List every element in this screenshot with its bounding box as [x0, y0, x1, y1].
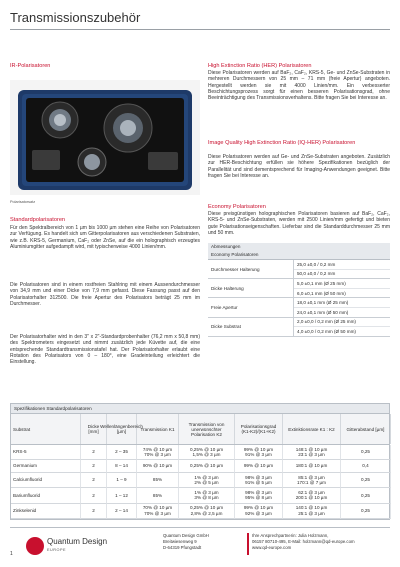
dimensions-subtitle: Economy Polarisatoren: [211, 252, 259, 257]
contact-accent-bar: [247, 533, 249, 555]
spec-cell: 2: [81, 460, 107, 473]
dimensions-value: 24,0 ±0,1 mm (Ø 50 mm): [297, 309, 349, 315]
spec-header-cell: Dicke [mm]: [81, 414, 107, 444]
dimensions-row: [208, 298, 390, 317]
dimensions-row-label: Dicke Substrat: [208, 318, 294, 336]
specifications-table: [10, 403, 390, 520]
spec-cell: 85%: [137, 488, 179, 503]
contact-website-link[interactable]: www.qd-europe.com: [252, 545, 292, 550]
spec-cell: 90% @ 10 µm: [137, 460, 179, 473]
dimensions-title: Abmessungen: [211, 244, 241, 249]
dimensions-value: 50,0 ±0,0 / 0,2 mm: [297, 271, 336, 277]
spec-cell: 0,25: [341, 488, 391, 503]
spec-cell: 99% @ 10 µm: [235, 460, 283, 473]
spec-cell: 70% @ 10 µm 70% @ 3 µm: [137, 504, 179, 519]
iqher-paragraph: Diese Polarisatoren werden auf Ge- und ZnSe-Substraten angeboten. Zusätzlich zur HER-Beschichtung erfüllen sie höhere Spezifikationen bezüglich der Parallelität und sind dementsprechend für Imaging-Anwendungen geeignet. Bitte fragen Sie bei Interesse an.: [208, 154, 390, 179]
photo-caption: Polarisatorsatz: [10, 200, 36, 204]
spec-cell: 98% @ 3 µm 91% @ 5 µm: [235, 473, 283, 488]
logo-subtext: EUROPE: [47, 548, 67, 552]
spec-cell: 2: [81, 504, 107, 519]
spec-cell: 98% @ 3 µm 95% @ 8 µm: [235, 488, 283, 503]
quantum-design-logo-icon: [26, 537, 44, 555]
dimensions-value: 25,0 ±0,0 / 0,2 mm: [294, 260, 390, 270]
dimensions-row-label: Durchmesser Halterung: [208, 260, 294, 278]
spec-cell: 1 – 9: [107, 473, 137, 488]
spec-cell: 99% @ 10 µm 92% @ 3 µm: [235, 504, 283, 519]
spec-cell: 2 – 35: [107, 445, 137, 460]
spec-cell: 140:1 @ 10 µm 25:1 @ 3 µm: [283, 504, 341, 519]
standard-polarizers-heading: Standardpolarisatoren: [10, 217, 66, 223]
logo-text: Quantum Design: [47, 537, 108, 546]
spec-cell: 2: [81, 445, 107, 460]
specifications-title: Spezifikationen Standardpolarisatoren: [11, 404, 389, 414]
spec-cell: 0,25% @ 10 µm 2,8% @ 2,5 µm: [179, 504, 235, 519]
spec-cell: 62:1 @ 3 µm 200:1 @ 10 µm: [283, 488, 341, 503]
dimensions-value: 5,0 ±0,1 mm (Ø 25 mm): [294, 279, 390, 289]
dimensions-table: [208, 243, 390, 337]
spec-cell: 2 – 14: [107, 504, 137, 519]
spec-header-cell: Transmission K1: [137, 414, 179, 444]
polarizer-case-image: [10, 80, 200, 195]
economy-heading: Economy Polarisatoren: [208, 204, 266, 210]
spec-substrate-cell: Bariumfluorid: [11, 488, 81, 503]
spec-substrate-cell: Calciumfluorid: [11, 473, 81, 488]
spec-cell: 85%: [137, 473, 179, 488]
dimensions-row-label: Freie Apertur: [208, 298, 294, 316]
dimensions-row-label: Dicke Halterung: [208, 279, 294, 297]
specifications-body: [11, 445, 389, 519]
dimensions-value: 18,0 ±0,1 mm (Ø 25 mm): [294, 298, 390, 308]
spec-header-cell: Wellenlängenbereich [µm]: [107, 414, 137, 444]
spec-substrate-cell: Germanium: [11, 460, 81, 473]
dimensions-table-header: [208, 243, 390, 260]
dimensions-value: 6,0 ±0,1 mm (Ø 50 mm): [297, 290, 346, 296]
dimensions-row: [208, 318, 390, 337]
spec-substrate-cell: Zinkselenid: [11, 504, 81, 519]
standard-polarizers-paragraph-3: Der Polarisatorhalter wird in den 3" x 2"-Standardprobenhalter (76,2 mm x 50,8 mm) des Spektrometers eingesetzt und nimmt zusätzlich jede Küvette auf, die eine entsprechende Standardtransmissionstafel hat. Der Polarisatorhalter erlaubt eine Rotation des Polarisators von 0 – 180°, eine Gradeinteilung erleichtert die Einstellung.: [10, 334, 200, 366]
spec-cell: 0,25: [341, 504, 391, 519]
standard-polarizers-paragraph-1: Für den Spektralbereich von 1 µm bis 1000 µm stehen eine Reihe von Polarisatoren zur Verfügung. Es handelt sich um Gitterpolarisatoren aus verschiedenen Substraten, wie z.B. KRS-5, Germanium, CaF₂ oder ZnSe, auf die ein holographisch erzeugtes Aluminiumgitter aufgedampft wird, mit typischerweise 4000 Linien/mm.: [10, 225, 200, 250]
address-line: D-64319 Pfungstadt: [163, 545, 202, 550]
economy-paragraph: Diese preisgünstigen holographischen Polarisatoren basieren auf BaF₂, CaF₂, KRS-5- und ZnSe-Substraten, werden mit 2500 Linien/mm gefertigt und bieten gute Polarisationseigenschaften. Lieferbar sind die Standarddurchmesser 25 mm und 50 mm.: [208, 211, 390, 236]
dimensions-row: [208, 260, 390, 279]
footer-rule: [10, 527, 390, 528]
standard-polarizers-paragraph-2: Die Polarisatoren sind in einem rostfreien Stahlring mit einem Aussendurchmesser von 34,9 mm und einer Dicke von 7,9 mm gefasst. Diese Fassung passt auf den Polarisatorhalter 312500. Die freie Apertur des Polarisators beträgt 25 mm im Durchmesser.: [10, 282, 200, 307]
spec-cell: 180:1 @ 10 µm: [283, 460, 341, 473]
spec-cell: 2: [81, 488, 107, 503]
dimensions-value: 2,0 ±0,0 / 0,2 mm (Ø 25 mm): [294, 318, 390, 328]
spec-header-cell: Substrat: [11, 414, 81, 444]
spec-cell: 0,25% @ 10 µm 1,5% @ 3 µm: [179, 445, 235, 460]
contact-line: Ihre Ansprechpartnerin: Julia Holzmann,: [252, 533, 329, 538]
address-line: Quantum Design GmbH: [163, 533, 209, 538]
page-number: 1: [10, 551, 13, 557]
spec-cell: 0,4: [341, 460, 391, 473]
polarizer-set-photo: [10, 80, 200, 195]
spec-cell: 0,25% @ 10 µm: [179, 460, 235, 473]
contact-line: 06157 80710-495, E-Mail: holzmann@qd-europe.com: [252, 539, 355, 544]
spec-cell: 1% @ 3 µm 2% @ 5 µm: [179, 473, 235, 488]
spec-cell: 1 – 12: [107, 488, 137, 503]
address-line: Breitwiesenweg 9: [163, 539, 197, 544]
spec-cell: 85:1 @ 3 µm 170:1 @ 7 µm: [283, 473, 341, 488]
her-paragraph: Diese Polarisatoren werden auf BaF₂, CaF₂, KRS-5, Ge- und ZnSe-Substraten in mehreren Durchmessern von 25 mm – 71 mm (freie Apertur) angeboten. Hergestellt werden sie mit 4000 Linien/mm. Ein verbesserter Beschichtungsprozess sorgt für einen besseren Polarisationsgrad, ohne Beeinträchtigung des Transmissionsverhaltens. Bitte fragen Sie bei Interesse an.: [208, 70, 390, 102]
spec-cell: 99% @ 10 µm 91% @ 3 µm: [235, 445, 283, 460]
spec-cell: 74% @ 10 µm 70% @ 3 µm: [137, 445, 179, 460]
spec-cell: 2: [81, 473, 107, 488]
title-rule: [10, 29, 390, 30]
dimensions-row: [208, 279, 390, 298]
footer-address: [163, 533, 209, 551]
dimensions-value: 4,0 ±0,0 / 0,2 mm (Ø 50 mm): [297, 328, 356, 334]
specifications-header-row: [11, 414, 389, 445]
spec-header-cell: Polarisationsgrad (K1-K2)/(K1+K2): [235, 414, 283, 444]
spec-cell: 148:1 @ 10 µm 23:1 @ 3 µm: [283, 445, 341, 460]
spec-cell: 0,25: [341, 473, 391, 488]
page-title: Transmissionszubehör: [10, 10, 141, 25]
iqher-heading: Image Quality High Extinction Ratio (IQ-HER) Polarisatoren: [208, 140, 356, 146]
spec-cell: 8 – 14: [107, 460, 137, 473]
her-heading: High Extinction Ratio (HER) Polarisatoren: [208, 63, 312, 69]
spec-header-cell: Gitterabstand [µm]: [341, 414, 391, 444]
ir-heading: IR-Polarisatoren: [10, 63, 51, 69]
footer-contact: [252, 533, 355, 551]
spec-cell: 1% @ 3 µm 3% @ 8 µm: [179, 488, 235, 503]
spec-header-cell: Transmission von unerwünschter Polarisation K2: [179, 414, 235, 444]
spec-header-cell: Extinktionsrate K1 : K2: [283, 414, 341, 444]
spec-cell: 0,25: [341, 445, 391, 460]
spec-substrate-cell: KRS-5: [11, 445, 81, 460]
